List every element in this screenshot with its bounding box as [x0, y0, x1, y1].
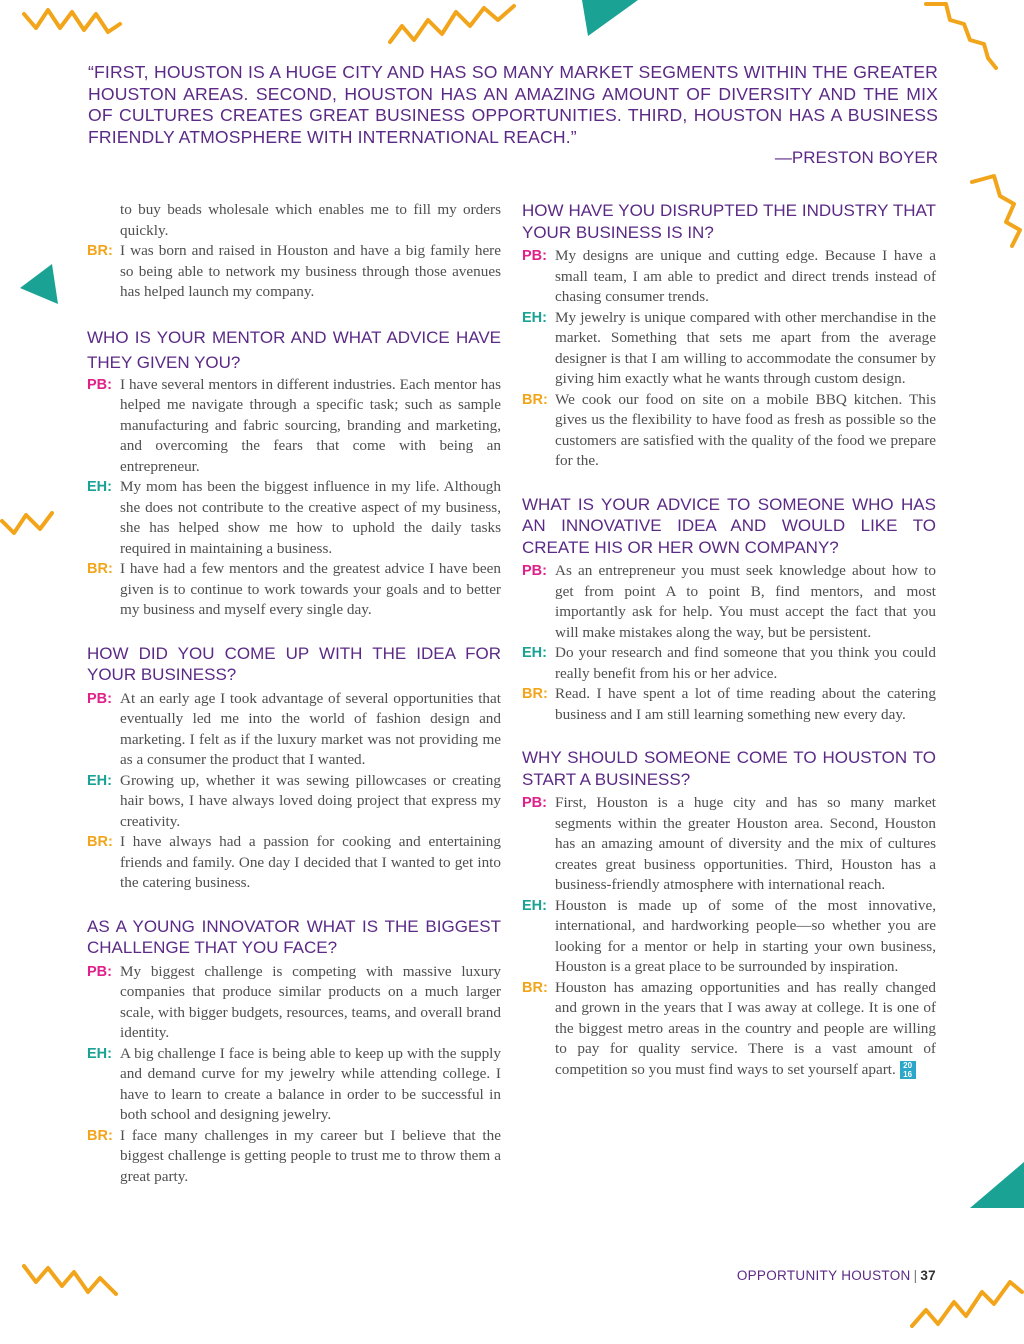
answer-pb [522, 246, 936, 308]
speaker-tag-eh: EH: [522, 309, 547, 326]
speaker-tag-br: BR: [87, 1127, 113, 1144]
answer-text: Growing up, whether it was sewing pillowcases or creating hair bows, I have always loved doing project that express my creativity. [120, 771, 501, 830]
answer-text: My designs are unique and cutting edge. Because I have a small team, I am able to predict and direct trends instead of chasing consumer trends. [555, 247, 936, 305]
answer-eh [522, 308, 936, 390]
answer-text: Do your research and find someone that you think you could really benefit from his or her advice. [555, 644, 936, 682]
answer-br [87, 832, 501, 894]
answer-text: Houston has amazing opportunities and has really changed and grown in the years that I was away at college. It is one of the biggest metro areas in the country and people are willing to pay for quality service. There is a vast amount of competition so you must find ways to set yourself apart. [555, 978, 936, 1078]
right-column [522, 200, 936, 1080]
answer-pb [522, 793, 936, 896]
answer-pb [522, 561, 936, 643]
speaker-tag-eh: EH: [522, 897, 547, 914]
answer-br [87, 241, 501, 303]
speaker-tag-br: BR: [522, 391, 548, 408]
speaker-tag-eh: EH: [87, 772, 112, 789]
answer-text: Houston is made up of some of the most innovative, international, and hardworking people—so whether you are looking for a mentor or help in starting your own business, Houston is a great place to be surrounded by inspiration. [555, 896, 936, 975]
speaker-tag-pb: PB: [522, 795, 547, 811]
answer-text: My mom has been the biggest influence in my life. Although she does not contribute to the creative aspect of my business, she has helped show me how to uphold the daily tasks required in maintaining a business. [120, 478, 501, 557]
answer-text: As an entrepreneur you must seek knowledge about how to get from point A to point B, find mentors, and most importantly ask for help. You must accept the fact that you will make mistakes along the way, but be persistent. [555, 562, 936, 641]
zigzag-decoration-left [0, 505, 60, 541]
triangle-decoration-top [580, 0, 640, 40]
answer-text: We cook our food on site on a mobile BBQ kitchen. This gives us the flexibility to have food as fresh as possible so the customers are satisfied with the quality of the food we prepare for the. [555, 390, 936, 469]
answer-text: I have had a few mentors and the greatest advice I have been given is to continue to work towards your goals and to better my business and myself every single day. [120, 560, 501, 618]
answer-pb [87, 375, 501, 478]
question-heading-challenge: AS A YOUNG INNOVATOR WHAT IS THE BIGGEST CHALLENGE THAT YOU FACE? [87, 916, 501, 957]
answer-eh [87, 477, 501, 559]
end-mark-bottom: 16 [903, 1069, 913, 1079]
zigzag-decoration-bottom-left [20, 1258, 120, 1298]
triangle-decoration-bottom-right [968, 1160, 1024, 1210]
answer-br [522, 978, 936, 1081]
answer-text: At an early age I took advantage of several opportunities that eventually led me into the world of fashion design and marketing. I felt as if the luxury market was not providing me as a consumer the product that I wanted. [120, 689, 501, 768]
speaker-tag-br: BR: [87, 561, 113, 577]
publication-name: OPPORTUNITY HOUSTON [736, 1268, 911, 1283]
page-number: 37 [920, 1268, 936, 1283]
speaker-tag-br: BR: [522, 686, 548, 702]
end-mark-top: 20 [903, 1061, 913, 1071]
speaker-tag-eh: EH: [522, 645, 547, 661]
answer-eh [522, 643, 936, 684]
question-heading-mentor: WHO IS YOUR MENTOR AND WHAT ADVICE HAVE THEY GIVEN YOU? [87, 327, 501, 372]
answer-br [87, 1126, 501, 1188]
speaker-tag-pb: PB: [87, 376, 112, 393]
answer-text: Read. I have spent a lot of time reading about the catering business and I am still learning something new every day. [555, 685, 936, 723]
answer-eh [87, 771, 501, 833]
triangle-decoration-left [18, 262, 62, 306]
speaker-tag-eh: EH: [87, 1045, 112, 1062]
zigzag-decoration-top-center [386, 2, 518, 46]
end-of-article-mark [900, 1061, 916, 1079]
left-column [87, 200, 501, 1187]
speaker-tag-br: BR: [87, 834, 113, 850]
speaker-tag-pb: PB: [87, 963, 112, 980]
answer-pb [87, 689, 501, 771]
answer-text: I have always had a passion for cooking and entertaining friends and family. One day I decided that I wanted to get into the catering business. [120, 833, 501, 891]
answer-text: to buy beads wholesale which enables me to fill my orders quickly. [120, 201, 501, 239]
answer-text: I have several mentors in different industries. Each mentor has helped me navigate through a specific task; such as sample manufacturing and fabric sourcing, branding and marketing, and overcoming the fears that come with being an entrepreneur. [120, 375, 501, 475]
speaker-tag-pb: PB: [87, 690, 112, 707]
speaker-tag-pb: PB: [522, 248, 547, 264]
question-heading-advice: WHAT IS YOUR ADVICE TO SOMEONE WHO HAS AN INNOVATIVE IDEA AND WOULD LIKE TO CREATE HIS OR HER OWN COMPANY? [522, 494, 936, 557]
speaker-tag-eh: EH: [87, 479, 112, 495]
pull-quote: “FIRST, HOUSTON IS A HUGE CITY AND HAS SO MANY MARKET SEGMENTS WITHIN THE GREATER HOUSTON AREAS. SECOND, HOUSTON HAS AN AMAZING AMOUNT OF DIVERSITY AND THE MIX OF CULTURES CREATES GREAT BUSINESS OPPORTUNITIES. THIRD, HOUSTON HAS A BUSINESS FRIENDLY ATMOSPHERE WITH INTERNATIONAL REACH.” [88, 62, 938, 147]
page-footer [737, 1268, 936, 1283]
speaker-tag-br: BR: [522, 979, 548, 996]
answer-br [522, 684, 936, 725]
pull-quote-attribution: —PRESTON BOYER [774, 148, 938, 167]
answer-text: I face many challenges in my career but I believe that the biggest challenge is getting people to trust me to throw them a great party. [120, 1126, 501, 1185]
zigzag-decoration-top-left [22, 6, 122, 42]
footer-separator: | [913, 1268, 918, 1283]
answer-eh [522, 896, 936, 978]
question-heading-disrupt: HOW HAVE YOU DISRUPTED THE INDUSTRY THAT YOUR BUSINESS IS IN? [522, 201, 936, 242]
question-heading-houston: WHY SHOULD SOMEONE COME TO HOUSTON TO START A BUSINESS? [522, 748, 936, 789]
answer-text: I was born and raised in Houston and have a big family here so being able to network my business through those avenues has helped launch my company. [120, 242, 501, 300]
answer-text: My jewelry is unique compared with other merchandise in the market. Something that sets me apart from the average designer is that I am willing to accommodate the consumer by giving him exactly what he wants through custom design. [555, 308, 936, 387]
answer-br [87, 559, 501, 621]
speaker-tag-pb: PB: [522, 563, 547, 579]
answer-br [522, 390, 936, 472]
answer-text: First, Houston is a huge city and has so many market segments within the greater Houston area. Second, Houston has an amazing amount of diversity and the mix of cultures creates great business opportunities. Third, Houston has a business-friendly atmosphere with international reach. [555, 794, 936, 893]
answer-text: My biggest challenge is competing with massive luxury companies that produce similar products on a much larger scale, with bigger budgets, resources, teams, and overall brand identity. [120, 962, 501, 1041]
answer-pb-continued [87, 200, 501, 241]
zigzag-decoration-right [968, 170, 1024, 250]
answer-eh [87, 1044, 501, 1126]
answer-pb [87, 962, 501, 1044]
speaker-tag-br: BR: [87, 243, 113, 259]
answer-text: A big challenge I face is being able to keep up with the supply and demand curve for my jewelry while attending college. I have to learn to create a balance in order to be successful in both school and designing jewelry. [120, 1044, 501, 1123]
question-heading-idea: HOW DID YOU COME UP WITH THE IDEA FOR YOUR BUSINESS? [87, 643, 501, 684]
